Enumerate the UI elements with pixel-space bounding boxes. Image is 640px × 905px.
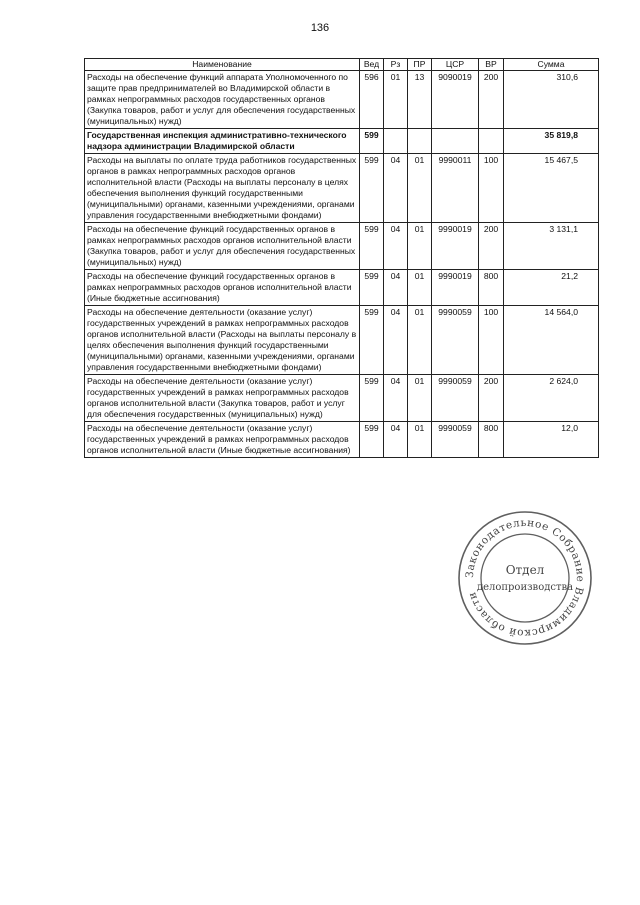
- cell-pr: 01: [408, 306, 432, 375]
- cell-csr: 9990059: [432, 422, 479, 458]
- cell-ved: 599: [360, 375, 384, 422]
- header-pr: ПР: [408, 59, 432, 71]
- table-row: [85, 154, 599, 223]
- cell-pr: 01: [408, 154, 432, 223]
- cell-vr: 200: [479, 71, 504, 129]
- cell-rz: 04: [384, 422, 408, 458]
- cell-csr: 9090019: [432, 71, 479, 129]
- budget-table: [84, 58, 599, 458]
- table-row: [85, 270, 599, 306]
- cell-sum: 14 564,0: [504, 306, 599, 375]
- header-rz: Рз: [384, 59, 408, 71]
- cell-sum: 3 131,1: [504, 223, 599, 270]
- cell-sum: 2 624,0: [504, 375, 599, 422]
- header-vr: ВР: [479, 59, 504, 71]
- cell-vr: 100: [479, 154, 504, 223]
- cell-vr: [479, 129, 504, 154]
- cell-pr: 01: [408, 223, 432, 270]
- cell-rz: 04: [384, 154, 408, 223]
- cell-sum: 21,2: [504, 270, 599, 306]
- cell-pr: 01: [408, 270, 432, 306]
- cell-csr: [432, 129, 479, 154]
- table-header-row: [85, 59, 599, 71]
- cell-rz: [384, 129, 408, 154]
- cell-vr: 200: [479, 223, 504, 270]
- cell-pr: [408, 129, 432, 154]
- table-row: [85, 223, 599, 270]
- cell-ved: 599: [360, 306, 384, 375]
- cell-pr: 01: [408, 422, 432, 458]
- cell-name: Расходы на обеспечение деятельности (оказание услуг) государственных учреждений в рамках непрограммных расходов органов исполнительной власти (Расходы на выплаты персоналу в целях обеспечения выполнения функций государственными (муниципальными) органами, казенными учреждениями, органами управления государственными внебюджетными фондами): [85, 306, 360, 375]
- cell-sum: 15 467,5: [504, 154, 599, 223]
- cell-ved: 599: [360, 129, 384, 154]
- header-sum: Сумма: [504, 59, 599, 71]
- cell-rz: 01: [384, 71, 408, 129]
- header-name: Наименование: [85, 59, 360, 71]
- cell-sum: 310,6: [504, 71, 599, 129]
- cell-csr: 9990019: [432, 223, 479, 270]
- header-ved: Вед: [360, 59, 384, 71]
- cell-csr: 9990011: [432, 154, 479, 223]
- cell-pr: 01: [408, 375, 432, 422]
- cell-name: Расходы на обеспечение функций аппарата Уполномоченного по защите прав предпринимателей во Владимирской области в рамках непрограммных расходов государственных органов (Закупка товаров, работ и услуг для обеспечения государственных (муниципальных) нужд): [85, 71, 360, 129]
- cell-sum: 12,0: [504, 422, 599, 458]
- cell-csr: 9990019: [432, 270, 479, 306]
- cell-ved: 599: [360, 223, 384, 270]
- table-row: [85, 375, 599, 422]
- header-csr: ЦСР: [432, 59, 479, 71]
- cell-ved: 599: [360, 154, 384, 223]
- stamp-ring-text: Законодательное Собрание Владимирской области: [463, 516, 587, 640]
- cell-name: Государственная инспекция административно-технического надзора администрации Владимирской области: [85, 129, 360, 154]
- table-row: [85, 71, 599, 129]
- table-row: [85, 422, 599, 458]
- stamp-center-line2: делопроизводства: [476, 582, 574, 593]
- cell-vr: 800: [479, 422, 504, 458]
- cell-vr: 200: [479, 375, 504, 422]
- cell-pr: 13: [408, 71, 432, 129]
- cell-rz: 04: [384, 223, 408, 270]
- cell-ved: 599: [360, 422, 384, 458]
- cell-ved: 596: [360, 71, 384, 129]
- cell-csr: 9990059: [432, 306, 479, 375]
- cell-name: Расходы на обеспечение деятельности (оказание услуг) государственных учреждений в рамках непрограммных расходов органов исполнительной власти (Иные бюджетные ассигнования): [85, 422, 360, 458]
- stamp-center-line1: Отдел: [505, 563, 545, 577]
- cell-name: Расходы на обеспечение функций государственных органов в рамках непрограммных расходов органов исполнительной власти (Иные бюджетные ассигнования): [85, 270, 360, 306]
- cell-vr: 800: [479, 270, 504, 306]
- cell-rz: 04: [384, 375, 408, 422]
- cell-sum: 35 819,8: [504, 129, 599, 154]
- cell-ved: 599: [360, 270, 384, 306]
- cell-rz: 04: [384, 306, 408, 375]
- table-row: [85, 306, 599, 375]
- cell-name: Расходы на обеспечение функций государственных органов в рамках непрограммных расходов органов исполнительной власти (Закупка товаров, работ и услуг для обеспечения государственных (муниципальных) нужд): [85, 223, 360, 270]
- cell-vr: 100: [479, 306, 504, 375]
- table-row: [85, 129, 599, 154]
- cell-name: Расходы на выплаты по оплате труда работников государственных органов в рамках непрограммных расходов органов исполнительной власти (Расходы на выплаты персоналу в целях обеспечения выполнения функций государственными (муниципальными) органами, казенными учреждениями, органами управления государственными внебюджетными фондами): [85, 154, 360, 223]
- page-number: 136: [310, 22, 330, 34]
- official-stamp: [455, 508, 595, 648]
- cell-csr: 9990059: [432, 375, 479, 422]
- cell-rz: 04: [384, 270, 408, 306]
- cell-name: Расходы на обеспечение деятельности (оказание услуг) государственных учреждений в рамках непрограммных расходов органов исполнительной власти (Закупка товаров, работ и услуг для обеспечения государственных (муниципальных) нужд): [85, 375, 360, 422]
